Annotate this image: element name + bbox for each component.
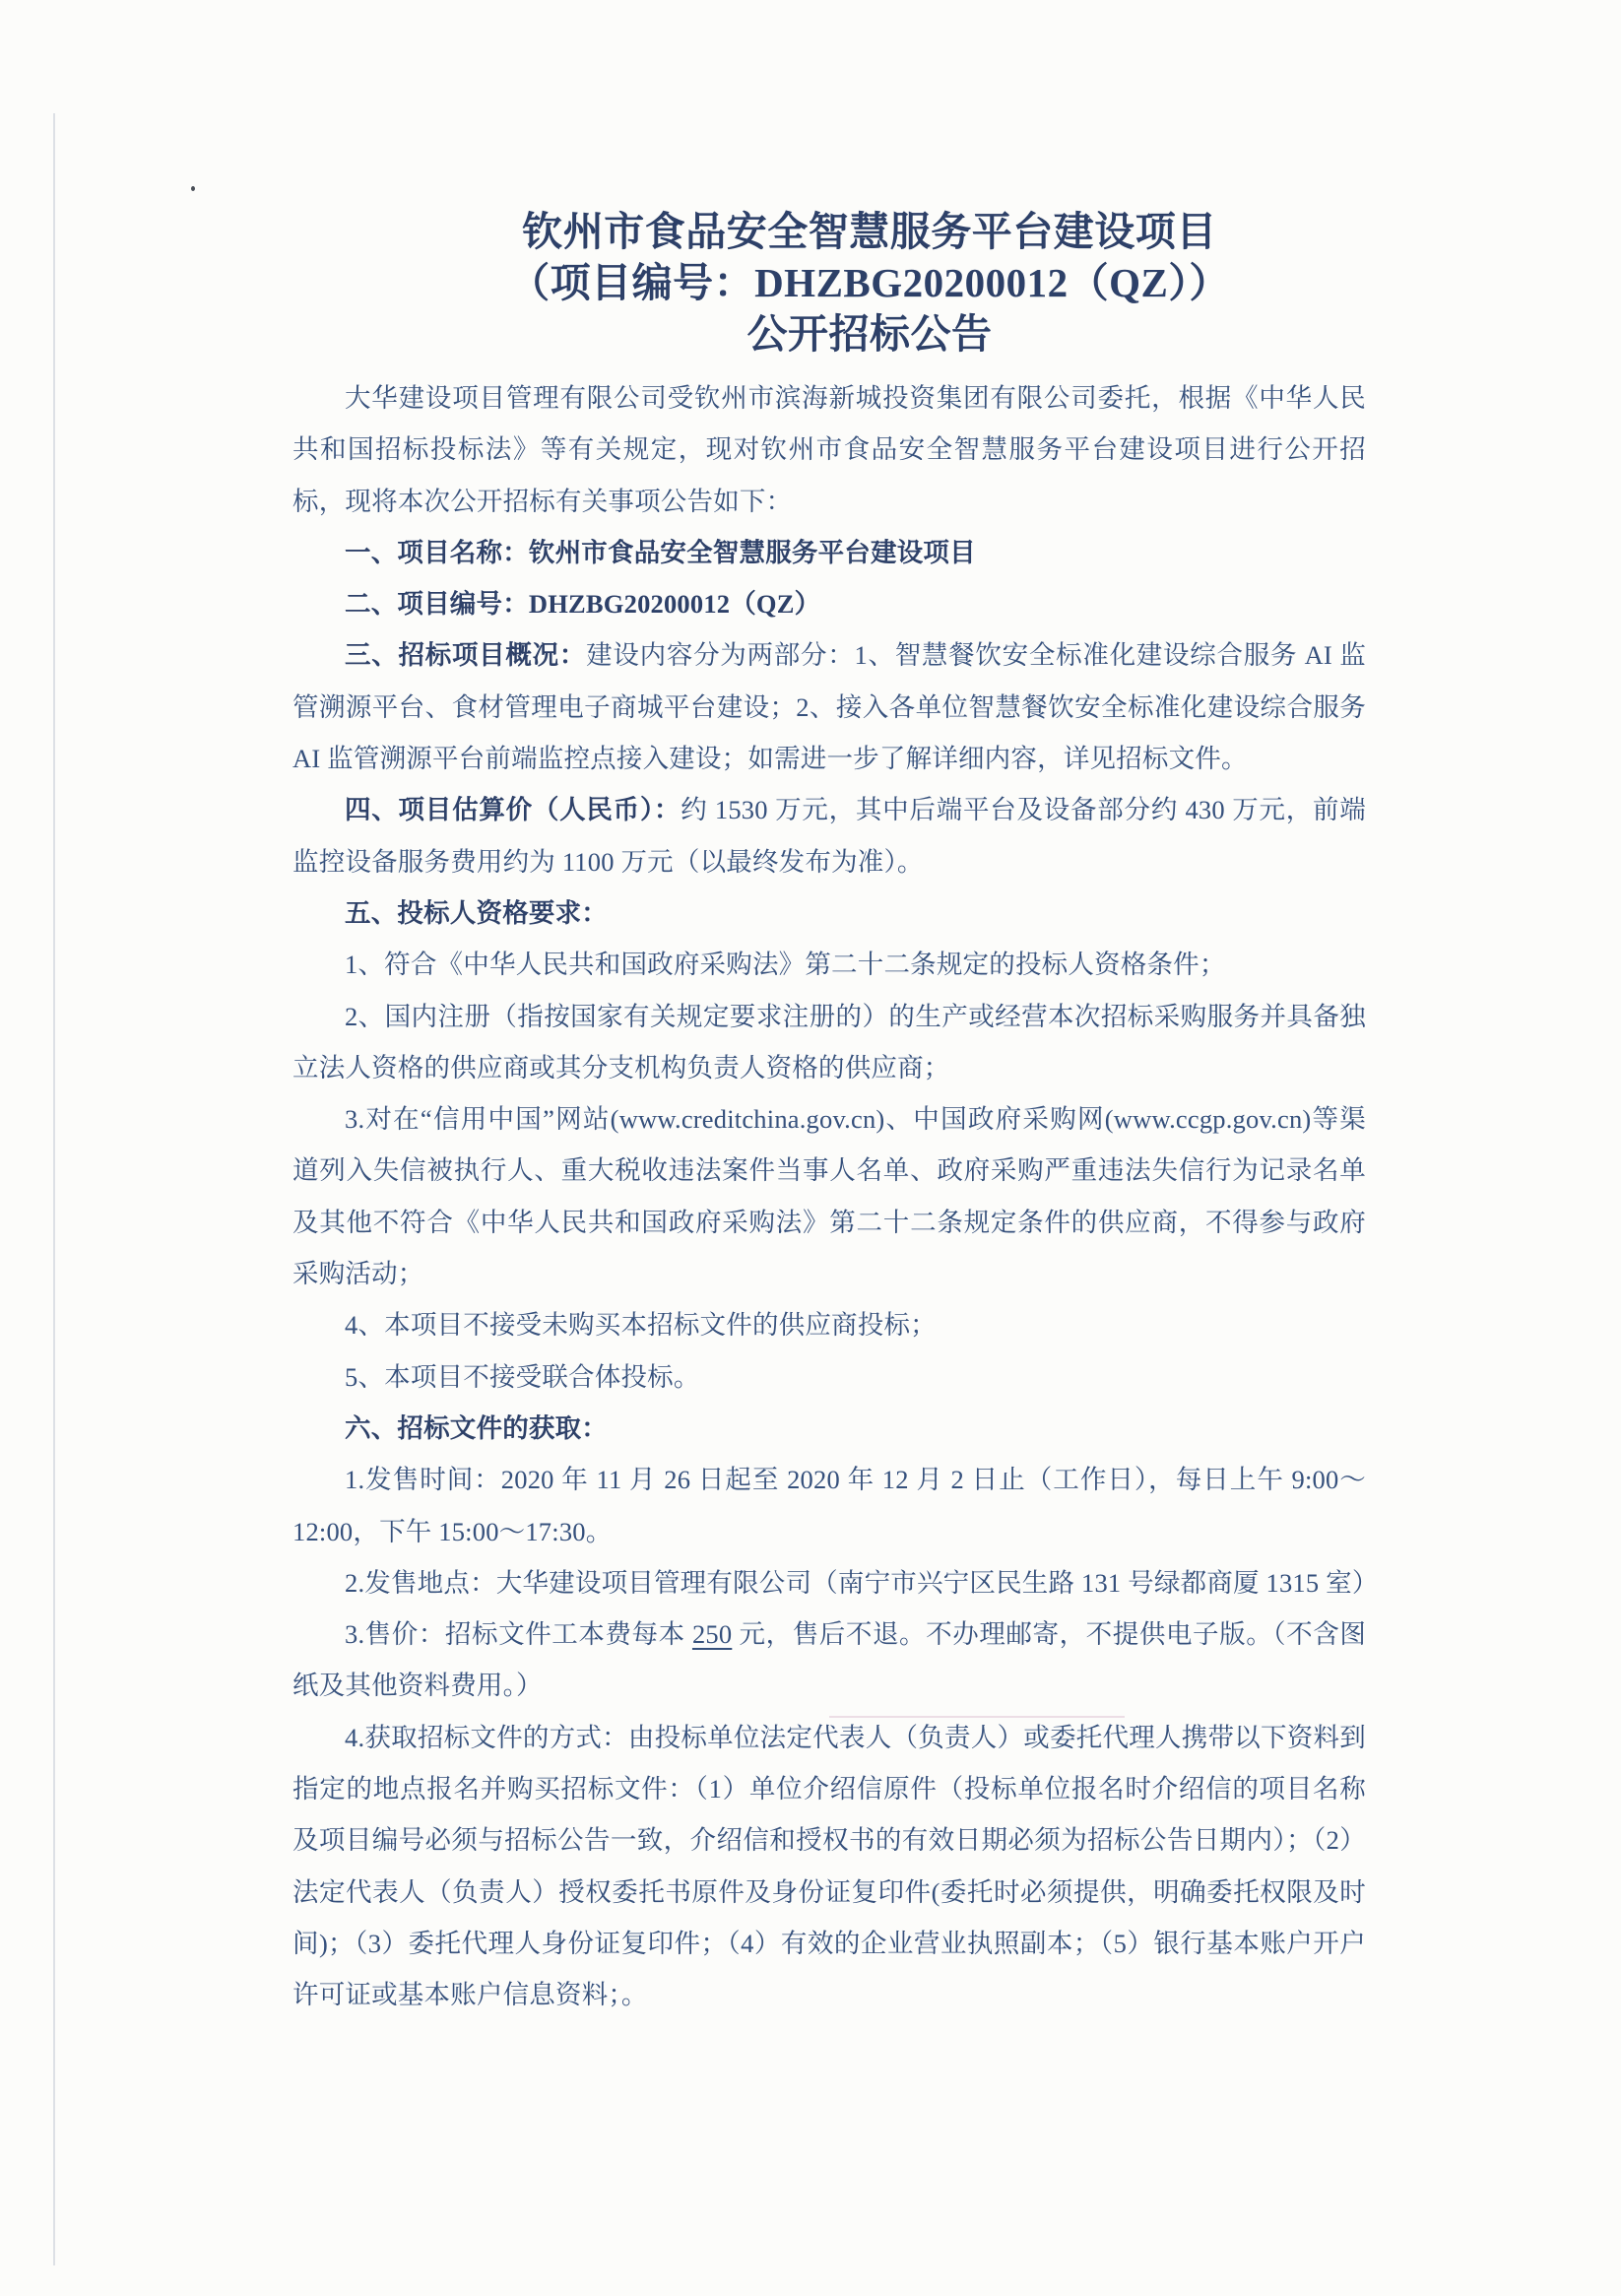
qualification-item-4: 4、本项目不接受未购买本招标文件的供应商投标； — [345, 1310, 937, 1341]
document-body — [292, 372, 1379, 2021]
paragraph-heading: 五、投标人资格要求： — [345, 897, 608, 928]
paragraph-heading: 四、项目估算价（人民币）： — [345, 795, 681, 825]
acquisition-item-2-sale-location: 2.发售地点：大华建设项目管理有限公司（南宁市兴宁区民生路 131 号绿都商厦 1315 室） — [345, 1567, 1379, 1598]
qualification-item-2: 2、国内注册（指按国家有关规定要求注册的）的生产或经营本次招标采购服务并具备独立法人资格的供应商或其分支机构负责人资格的供应商； — [292, 1001, 1366, 1082]
paragraph-heading: 三、招标项目概况： — [345, 640, 587, 671]
title-project-name: 钦州市食品安全智慧服务平台建设项目 — [522, 209, 1217, 254]
section-3-project-overview: 三、招标项目概况：建设内容分为两部分：1、智慧餐饮安全标准化建设综合服务 AI 监管溯源平台、食材管理电子商城平台建设；2、接入各单位智慧餐饮安全标准化建设综合服务 AI 监管溯源平台前端监控点接入建设；如需进一步了解详细内容，详见招标文件。 — [292, 640, 1366, 774]
title-project-number: （项目编号：DHZBG20200012（QZ）） — [509, 260, 1230, 305]
qualification-item-3: 3.对在“信用中国”网站(www.creditchina.gov.cn)、中国政府采购网(www.ccgp.gov.cn)等渠道列入失信被执行人、重大税收违法案件当事人名单、政府采购严重违法失信行为记录名单及其他不符合《中华人民共和国政府采购法》第二十二条规定条件的供应商，不得参与政府采购活动； — [292, 1104, 1366, 1289]
qualification-item-5: 5、本项目不接受联合体投标。 — [345, 1361, 700, 1392]
document-title — [292, 206, 1366, 360]
ink-speck-artifact — [191, 186, 195, 191]
paragraph-heading: 一、项目名称：钦州市食品安全智慧服务平台建设项目 — [345, 537, 976, 567]
section-2-project-number — [292, 578, 1366, 629]
intro-paragraph: 大华建设项目管理有限公司受钦州市滨海新城投资集团有限公司委托，根据《中华人民共和国招标投标法》等有关规定，现对钦州市食品安全智慧服务平台建设项目进行公开招标，现将本次公开招标有关事项公告如下： — [292, 383, 1366, 516]
qualification-item-1: 1、符合《中华人民共和国政府采购法》第二十二条规定的投标人资格条件； — [345, 950, 1226, 980]
acquisition-item-1-sale-time: 1.发售时间：2020 年 11 月 26 日起至 2020 年 12 月 2 日止（工作日），每日上午 9:00～12:00，下午 15:00～17:30。 — [292, 1465, 1366, 1546]
acquisition-item-3-price: 3.售价：招标文件工本费每本 250 元，售后不退。不办理邮寄，不提供电子版。（不含图纸及其他资料费用。） — [292, 1619, 1367, 1701]
title-announcement-type: 公开招标公告 — [746, 311, 993, 357]
section-6-document-acquisition — [292, 1403, 1366, 1454]
section-1-project-name — [292, 527, 1366, 578]
paragraph-heading: 二、项目编号：DHZBG20200012（QZ） — [345, 589, 821, 620]
underlined-price: 250 — [691, 1619, 733, 1650]
paragraph-heading: 六、招标文件的获取： — [345, 1412, 608, 1443]
section-4-estimated-price: 四、项目估算价（人民币）：约 1530 万元，其中后端平台及设备部分约 430 万元，前端监控设备服务费用约为 1100 万元（以最终发布为准）。 — [292, 795, 1366, 877]
scan-edge-artifact — [53, 113, 55, 2265]
section-5-bidder-qualifications — [292, 887, 1366, 939]
acquisition-item-4-method: 4.获取招标文件的方式：由投标单位法定代表人（负责人）或委托代理人携带以下资料到指定的地点报名并购买招标文件：（1）单位介绍信原件（投标单位报名时介绍信的项目名称及项目编号必须与招标公告一致，介绍信和授权书的有效日期必须为招标公告日期内）；（2）法定代表人（负责人）授权委托书原件及身份证复印件(委托时必须提供，明确委托权限及时间)；（3）委托代理人身份证复印件；（4）有效的企业营业执照副本；（5）银行基本账户开户许可证或基本账户信息资料；。 — [292, 1722, 1366, 2010]
scan-streak-artifact — [829, 1716, 1125, 1718]
